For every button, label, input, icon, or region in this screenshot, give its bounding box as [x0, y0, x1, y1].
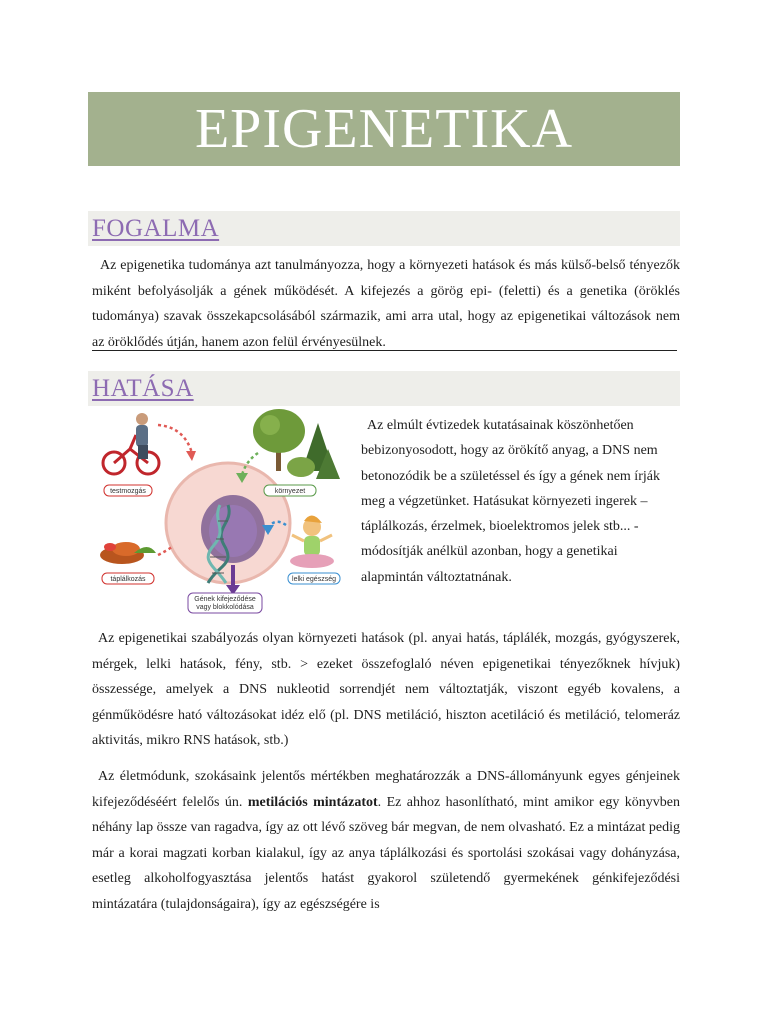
- section-heading-fogalma-text: FOGALMA: [92, 215, 220, 242]
- tree-icon: [253, 409, 340, 479]
- label-nutrition: táplálkozás: [110, 576, 146, 583]
- paragraph-3-text-b: . Ez ahhoz hasonlítható, mint amikor egy könyvben néhány lap össze van ragadva, így az ott lévő szöveg bár megvan, de nem olvasható. Ez a mintázat pedig már a korai magzati korban kialakul, így az anya táplálkozási és sportolási szokásai vagy dohányzása, esetleg alkoholfogyasztása jelentős hatást gyakorol születendő gyermekének génkifejeződési mintázatára (tulajdonságaira), így az egészségére is: [92, 794, 680, 912]
- page-title: EPIGENETIKA: [194, 98, 574, 160]
- hatasa-paragraph-3: [92, 764, 680, 917]
- hatasa-intro-paragraph: Az elmúlt évtizedek kutatásainak köszönhetően bebizonyosodott, hogy az örökítő anyag, a DNS nem betonozódik be a születéssel és így a gének nem írják meg a végzetünket. Hatásukat környezeti ingerek – táplálkozás, érzelmek, bioelektromos jelek stb... - módosítják anélkül azonban, hogy a genetikai alapmintán változtatnának.: [361, 418, 660, 585]
- label-gene-expression-1: Gének kifejeződése: [194, 596, 256, 603]
- section-divider: [92, 350, 677, 351]
- fogalma-paragraph: Az epigenetika tudománya azt tanulmányozza, hogy a környezeti hatások és más külső-belső tényezők miként befolyásolják a gének működését. A kifejezés a görög epi- (feletti) és a genetika (öröklés tudománya) szavak összekapcsolásából származik, ami arra utal, hogy az epigenetikai változások nem az öröklődés útján, hanem azon felül érvényesülnek.: [92, 258, 680, 350]
- section-heading-fogalma: [88, 211, 680, 246]
- cyclist-icon: [103, 413, 159, 474]
- section-heading-hatasa: [88, 371, 680, 406]
- section-heading-hatasa-text: HATÁSA: [92, 375, 194, 402]
- meditation-icon: [290, 515, 334, 568]
- label-mental-health: lelki egészség: [292, 576, 336, 583]
- epigenetics-illustration: [96, 405, 348, 615]
- hatasa-paragraph-2: Az epigenetikai szabályozás olyan környezeti hatások (pl. anyai hatás, táplálék, mozgás, gyógyszerek, mérgek, lelki hatások, fény, stb. > ezeket összefoglaló néven epigenetikai tényezőknek hívjuk) összessége, amelyek a DNS nukleotid sorrendjét nem változtatják, viszont egyéb kovalens, a génműködésre ható változásokat idéz elő (pl. DNS metiláció, hiszton acetiláció és metiláció, telomeráz aktivitás, mikro RNS hatások, stb.): [92, 631, 680, 748]
- arrow-icon: [186, 451, 196, 461]
- paragraph-3-text-a: Az életmódunk, szokásaink jelentős mértékben meghatározzák a DNS-állományunk egyes génjeinek kifejeződéséért felelős ún.: [92, 769, 680, 810]
- label-environment: környezet: [274, 488, 306, 495]
- methylation-pattern-term: metilációs mintázatot: [247, 794, 378, 810]
- label-exercise: testmozgás: [110, 488, 146, 495]
- label-gene-expression-2: vagy blokkolódása: [196, 604, 254, 611]
- title-banner: [88, 92, 680, 166]
- food-icon: [100, 542, 156, 564]
